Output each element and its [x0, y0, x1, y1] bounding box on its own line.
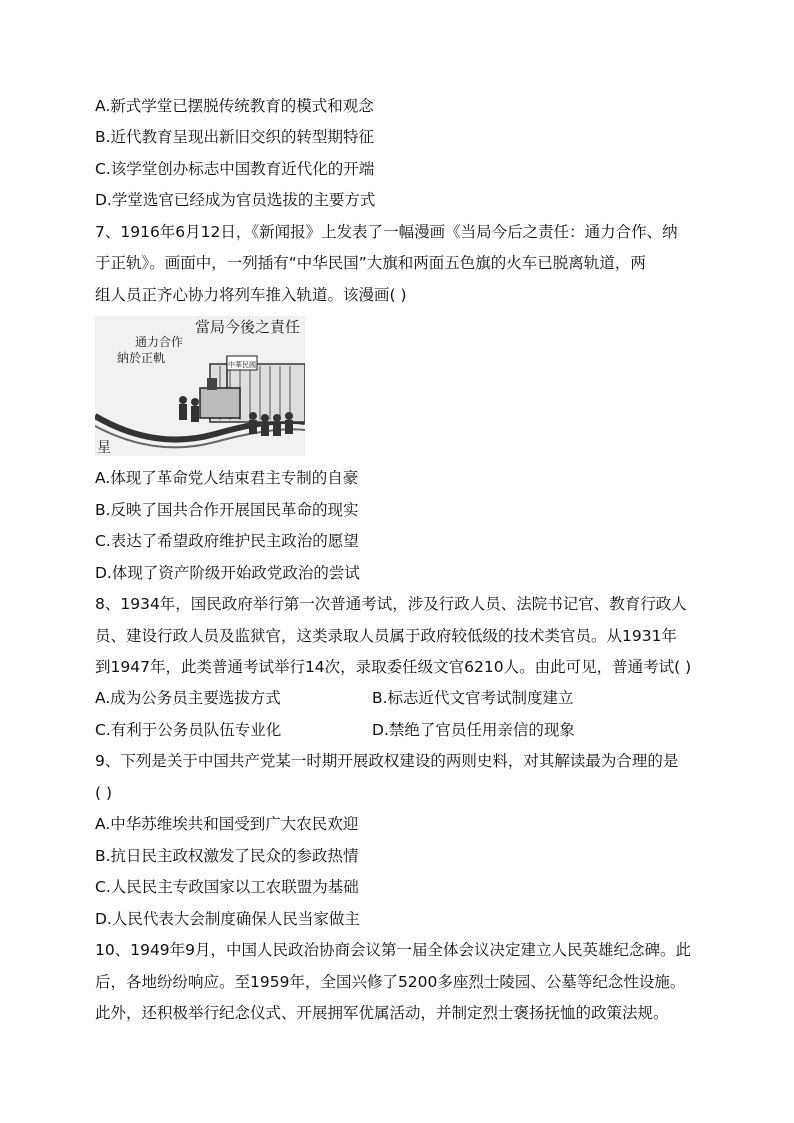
q8-option-c: C.有利于公务员队伍专业化: [95, 721, 282, 739]
q7-stem-line-2: 于正轨》。画面中，一列插有“中华民国”大旗和两面五色旗的火车已脱离轨道，两: [95, 254, 646, 272]
q9-option-a: A.中华苏维埃共和国受到广大农民欢迎: [95, 815, 359, 833]
q9-option-d: D.人民代表大会制度确保人民当家做主: [95, 910, 360, 928]
q6-option-a: A.新式学堂已摆脱传统教育的模式和观念: [95, 97, 374, 115]
q9-stem-line-2: ( ): [95, 784, 113, 802]
cartoon-flag-text: 中華民國: [228, 361, 256, 369]
q8-stem-line-3: 到1947年，此类普通考试举行14次，录取委任级文官6210人。由此可见，普通考试( ): [95, 658, 692, 676]
q7-stem-line-1: 7、1916年6月12日，《新闻报》上发表了一幅漫画《当局今后之责任：通力合作、纳: [95, 223, 678, 241]
q8-option-d: D.禁绝了官员任用亲信的现象: [372, 721, 575, 739]
q9-option-c: C.人民民主专政国家以工农联盟为基础: [95, 878, 359, 896]
q9-option-b: B.抗日民主政权激发了民众的参政热情: [95, 847, 359, 865]
q8-stem-line-1: 8、1934年，国民政府举行第一次普通考试，涉及行政人员、法院书记官、教育行政人: [95, 595, 687, 613]
q7-option-c: C.表达了希望政府维护民主政治的愿望: [95, 532, 359, 550]
q8-option-b: B.标志近代文官考试制度建立: [372, 689, 574, 707]
q7-option-b: B.反映了国共合作开展国民革命的现实: [95, 501, 359, 519]
q10-stem-line-1: 10、1949年9月，中国人民政治协商会议第一届全体会议决定建立人民英雄纪念碑。此: [95, 941, 692, 959]
q8-option-a: A.成为公务员主要选拔方式: [95, 689, 281, 707]
q9-stem-line-1: 9、下列是关于中国共产党某一时期开展政权建设的两则史料，对其解读最为合理的是: [95, 752, 679, 770]
q6-option-b: B.近代教育呈现出新旧交织的转型期特征: [95, 128, 375, 146]
q6-option-c: C.该学堂创办标志中国教育近代化的开端: [95, 160, 375, 178]
q7-stem-line-3: 组人员正齐心协力将列车推入轨道。该漫画( ): [95, 286, 407, 304]
q7-cartoon-image: [95, 316, 305, 456]
q7-option-d: D.体现了资产阶级开始政党政治的尝试: [95, 564, 360, 582]
q10-stem-line-3: 此外，还积极举行纪念仪式、开展拥军优属活动，并制定烈士褒扬抚恤的政策法规。: [95, 1004, 669, 1022]
cartoon-corner-text: 星: [97, 440, 111, 456]
cartoon-side-text-1: 通力合作: [135, 335, 184, 349]
q8-stem-line-2: 员、建设行政人员及监狱官，这类录取人员属于政府较低级的技术类官员。从1931年: [95, 627, 677, 645]
cartoon-title-text: 當局今後之責任: [194, 318, 300, 336]
cartoon-side-text-2: 納於正軌: [117, 351, 166, 365]
q7-option-a: A.体现了革命党人结束君主专制的自豪: [95, 469, 359, 487]
q10-stem-line-2: 后，各地纷纷响应。至1959年，全国兴修了5200多座烈士陵园、公墓等纪念性设施。: [95, 973, 686, 991]
q6-option-d: D.学堂选官已经成为官员选拔的主要方式: [95, 191, 376, 209]
